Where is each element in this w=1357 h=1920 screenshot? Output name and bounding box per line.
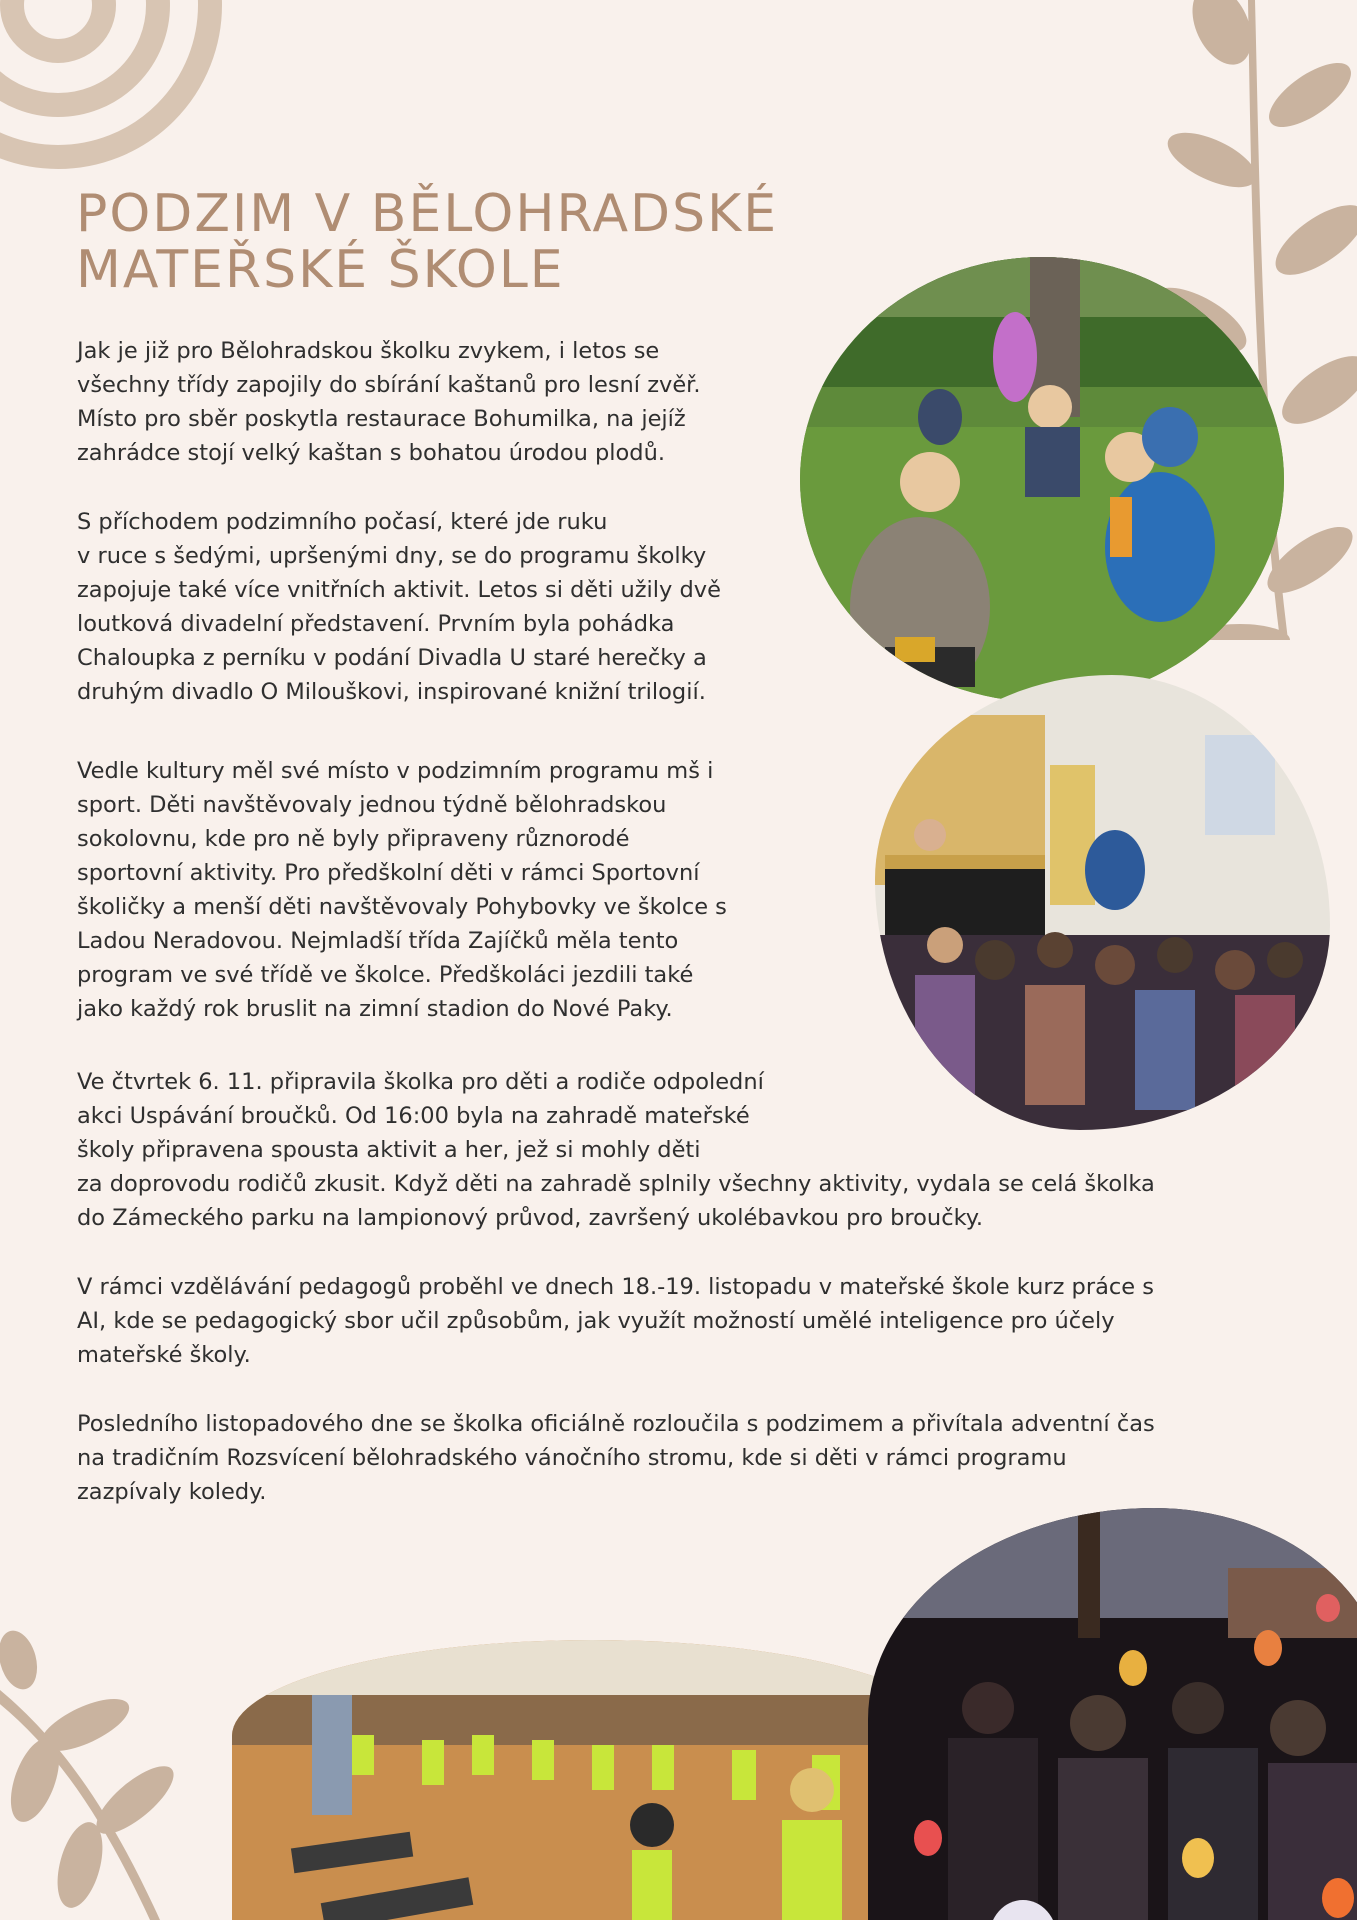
text-line: školičky a menší děti navštěvovaly Pohybovky ve školce s <box>77 894 727 920</box>
text-line: zapojuje také více vnitřních aktivit. Letos si děti užily dvě <box>77 577 721 603</box>
text-line: sport. Děti navštěvovaly jednou týdně bělohradskou <box>77 792 667 818</box>
page-title <box>76 186 896 298</box>
text-line: všechny třídy zapojily do sbírání kaštanů pro lesní zvěř. <box>77 372 701 398</box>
title-line-1: PODZIM V BĚLOHRADSKÉ <box>76 184 779 244</box>
text-line: do Zámeckého parku na lampionový průvod, završený ukolébavkou pro broučky. <box>77 1205 984 1231</box>
text-line: Chaloupka z perníku v podání Divadla U staré herečky a <box>77 645 707 671</box>
text-line: zazpívaly koledy. <box>77 1479 267 1505</box>
photo-chestnut-collecting <box>800 257 1284 702</box>
text-line: druhým divadlo O Milouškovi, inspirované knižní trilogií. <box>77 679 706 705</box>
text-line: mateřské školy. <box>77 1342 251 1368</box>
text-line: Ladou Neradovou. Nejmladší třída Zajíčků měla tento <box>77 928 679 954</box>
leafy-branch-icon <box>0 1630 200 1920</box>
text-line: loutková divadelní představení. Prvním byla pohádka <box>77 611 675 637</box>
paragraph-sport <box>77 754 727 1026</box>
text-line: AI, kde se pedagogický sbor učil způsobům, jak využít možností umělé inteligence pro účely <box>77 1308 1115 1334</box>
text-line: Vedle kultury měl své místo v podzimním programu mš i <box>77 758 714 784</box>
text-line: zahrádce stojí velký kaštan s bohatou úrodou plodů. <box>77 440 665 466</box>
concentric-arcs-icon <box>0 0 260 175</box>
text-line: V rámci vzdělávání pedagogů proběhl ve dnech 18.-19. listopadu v mateřské škole kurz práce s <box>77 1274 1154 1300</box>
text-line: v ruce s šedými, upršenými dny, se do programu školky <box>77 543 707 569</box>
paragraph-advent <box>77 1407 1155 1509</box>
paragraph-theatre <box>77 505 721 709</box>
text-line: Ve čtvrtek 6. 11. připravila školka pro děti a rodiče odpolední <box>77 1069 764 1095</box>
title-line-2: MATEŘSKÉ ŠKOLE <box>76 240 565 300</box>
photo-puppet-theatre <box>875 675 1330 1130</box>
text-line: jako každý rok bruslit na zimní stadion do Nové Paky. <box>77 996 673 1022</box>
text-line: S příchodem podzimního počasí, které jde ruku <box>77 509 608 535</box>
text-line: Posledního listopadového dne se školka oficiálně rozloučila s podzimem a přivítala adventní čas <box>77 1411 1155 1437</box>
photo-gym-sport <box>232 1640 952 1920</box>
text-line: Místo pro sběr poskytla restaurace Bohumilka, na jejíž <box>77 406 686 432</box>
paragraph-ai-course <box>77 1270 1154 1372</box>
text-line: Jak je již pro Bělohradskou školku zvykem, i letos se <box>77 338 660 364</box>
text-line: na tradičním Rozsvícení bělohradského vánočního stromu, kde si děti v rámci programu <box>77 1445 1067 1471</box>
paragraph-chestnuts <box>77 334 701 470</box>
text-line: za doprovodu rodičů zkusit. Když děti na zahradě splnily všechny aktivity, vydala se celá školka <box>77 1171 1155 1197</box>
text-line: sportovní aktivity. Pro předškolní děti v rámci Sportovní <box>77 860 700 886</box>
text-line: akci Uspávání broučků. Od 16:00 byla na zahradě mateřské <box>77 1103 750 1129</box>
text-line: sokolovnu, kde pro ně byly připraveny různorodé <box>77 826 630 852</box>
photo-lantern-parade <box>868 1508 1357 1920</box>
text-line: program ve své třídě ve školce. Předškoláci jezdili také <box>77 962 694 988</box>
text-line: školy připravena spousta aktivit a her, jež si mohly děti <box>77 1137 701 1163</box>
